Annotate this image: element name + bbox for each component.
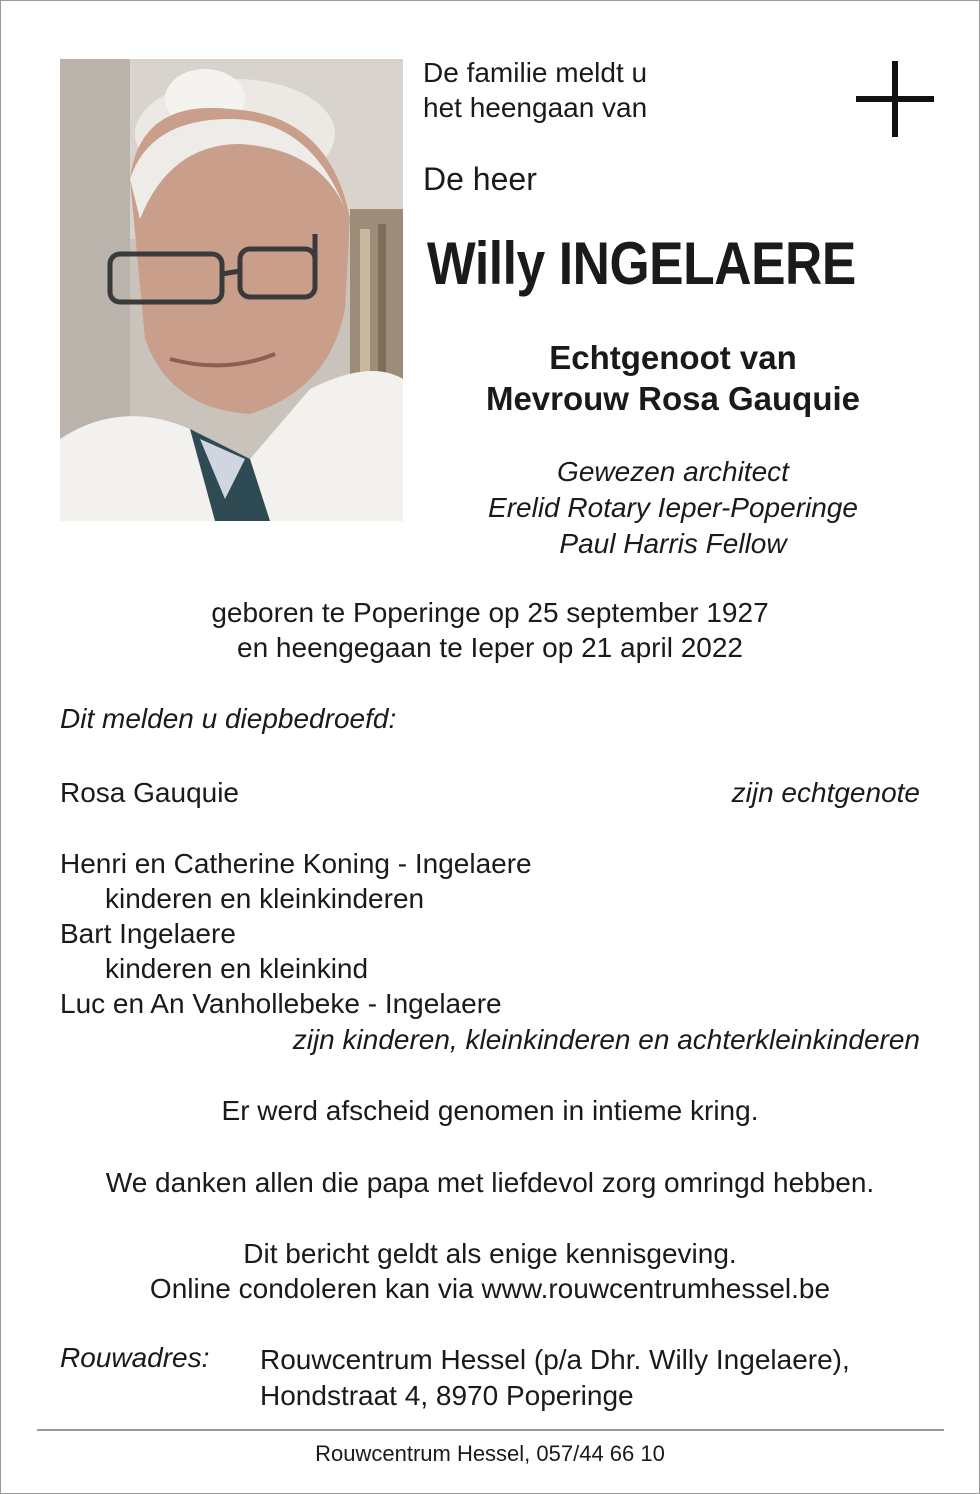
dates-block	[1, 595, 979, 665]
online-condolence-text: Online condoleren kan via www.rouwcentrumhessel.be	[149, 1273, 831, 1304]
children-list	[60, 846, 532, 1021]
thanks-text: We danken allen die papa met liefdevol zorg omringd hebben.	[105, 1167, 875, 1198]
child-name: Henri en Catherine Koning - Ingelaere	[60, 848, 532, 879]
intro-line-2: het heengaan van	[423, 92, 648, 123]
honorific: De heer	[423, 161, 537, 197]
deceased-name: Willy INGELAERE	[427, 230, 856, 297]
role-line: Erelid Rotary Ieper-Poperinge	[488, 492, 858, 523]
farewell-text: Er werd afscheid genomen in intieme kring.	[221, 1095, 759, 1126]
roles-block	[423, 454, 923, 562]
intro-line-1: De familie meldt u	[423, 57, 648, 88]
children-relation: zijn kinderen, kleinkinderen en achterkleinkinderen	[292, 1024, 920, 1055]
child-name: Bart Ingelaere	[60, 918, 236, 949]
address-line-2: Hondstraat 4, 8970 Poperinge	[260, 1380, 634, 1411]
portrait-photo	[60, 59, 403, 521]
portrait-illustration	[60, 59, 403, 521]
intro-text	[423, 55, 647, 125]
address-line-1: Rouwcentrum Hessel (p/a Dhr. Willy Ingelaere),	[260, 1344, 850, 1375]
spouse-block	[423, 337, 923, 419]
child-sub: kinderen en kleinkinderen	[105, 883, 425, 914]
spouse-relation: zijn echtgenote	[731, 777, 920, 808]
address-label: Rouwadres:	[60, 1342, 210, 1373]
spouse-name: Rosa Gauquie	[60, 777, 240, 808]
spouse-line-1: Echtgenoot van	[549, 339, 797, 376]
address-block	[260, 1342, 850, 1414]
role-line: Gewezen architect	[557, 456, 789, 487]
notice-text: Dit bericht geldt als enige kennisgeving.	[243, 1238, 737, 1269]
death-line: en heengegaan te Ieper op 21 april 2022	[237, 632, 743, 663]
child-sub: kinderen en kleinkind	[105, 953, 369, 984]
birth-line: geboren te Poperinge op 25 september 1927	[211, 597, 769, 628]
spouse-line-2: Mevrouw Rosa Gauquie	[485, 380, 861, 417]
footer-text: Rouwcentrum Hessel, 057/44 66 10	[315, 1441, 665, 1466]
child-name: Luc en An Vanhollebeke - Ingelaere	[60, 988, 502, 1019]
cross-icon	[856, 61, 934, 137]
footer-divider	[37, 1429, 944, 1431]
role-line: Paul Harris Fellow	[559, 528, 787, 559]
mourners-heading: Dit melden u diepbedroefd:	[60, 703, 397, 734]
